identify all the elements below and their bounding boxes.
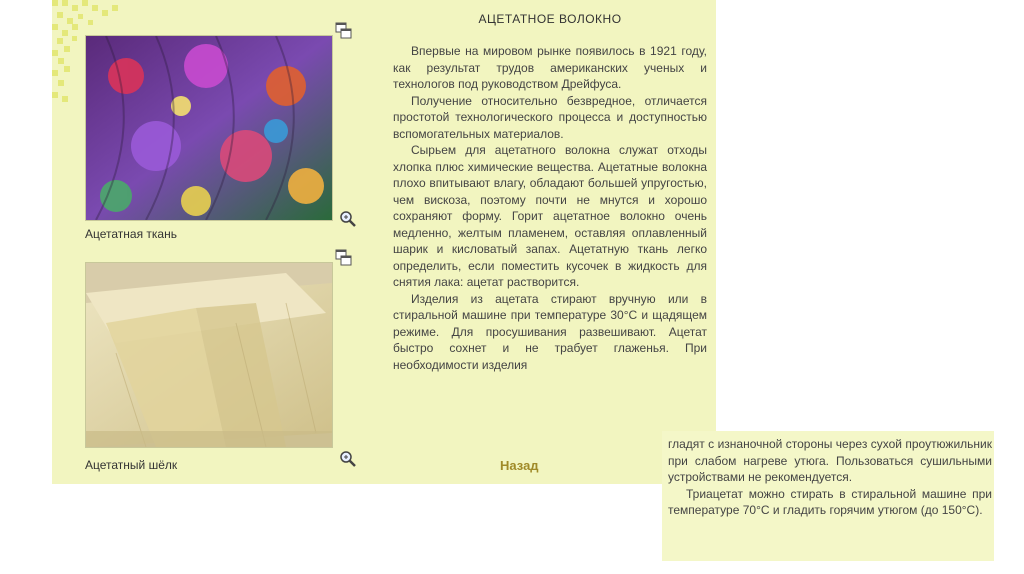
continuation-text [668,436,992,519]
zoom-icon[interactable] [339,450,357,468]
page-title: АЦЕТАТНОЕ ВОЛОКНО [478,12,622,26]
paragraph: Впервые на мировом рынке появилось в 1921 году, как результат трудов американских ученых и технологов под руководством Дрейфуса. [393,44,707,91]
acetate-silk-image[interactable] [85,262,333,448]
image-caption: Ацетатная ткань [85,227,177,241]
image-caption: Ацетатный шёлк [85,458,178,472]
article-text [393,43,707,373]
paragraph: Получение относительно безвредное, отличается простотой технологического процесса и доступностью вспомогательных материалов. [393,93,707,141]
paragraph: Триацетат можно стирать в стиральной машине при температуре 70°С и гладить горячим утюгом (до 150°С). [668,486,992,517]
acetate-fabric-image[interactable] [85,35,333,221]
zoom-icon[interactable] [339,210,357,228]
window-icon[interactable] [335,22,353,40]
window-icon[interactable] [335,249,353,267]
paragraph: гладят с изнаночной стороны через сухой проутюжильник при слабом нагреве утюга. Пользоваться сушильными устройствами не рекомендуется. [668,437,992,484]
paragraph: Сырьем для ацетатного волокна служат отходы хлопка плюс химические вещества. Ацетатные волокна плохо впитывают влагу, обладают большей упругостью, чем вискоза, поэтому почти не мнутся и хорошо сохраняют форму. Горит ацетатное волокно очень медленно, желтым пламенем, оставляя оплавленный шарик и кисловатый запах. Ацетатную ткань легко определить, если поместить кусочек в жидкость для снятия лака: ацетат растворится. [393,143,707,289]
back-link[interactable]: Назад [500,458,539,473]
paragraph: Изделия из ацетата стирают вручную или в стиральной машине при температуре 30°С и щадящем режиме. Для просушивания развешивают. Ацетат быстро сохнет и не трабует глаженья. При необходимости изделия [393,291,707,372]
